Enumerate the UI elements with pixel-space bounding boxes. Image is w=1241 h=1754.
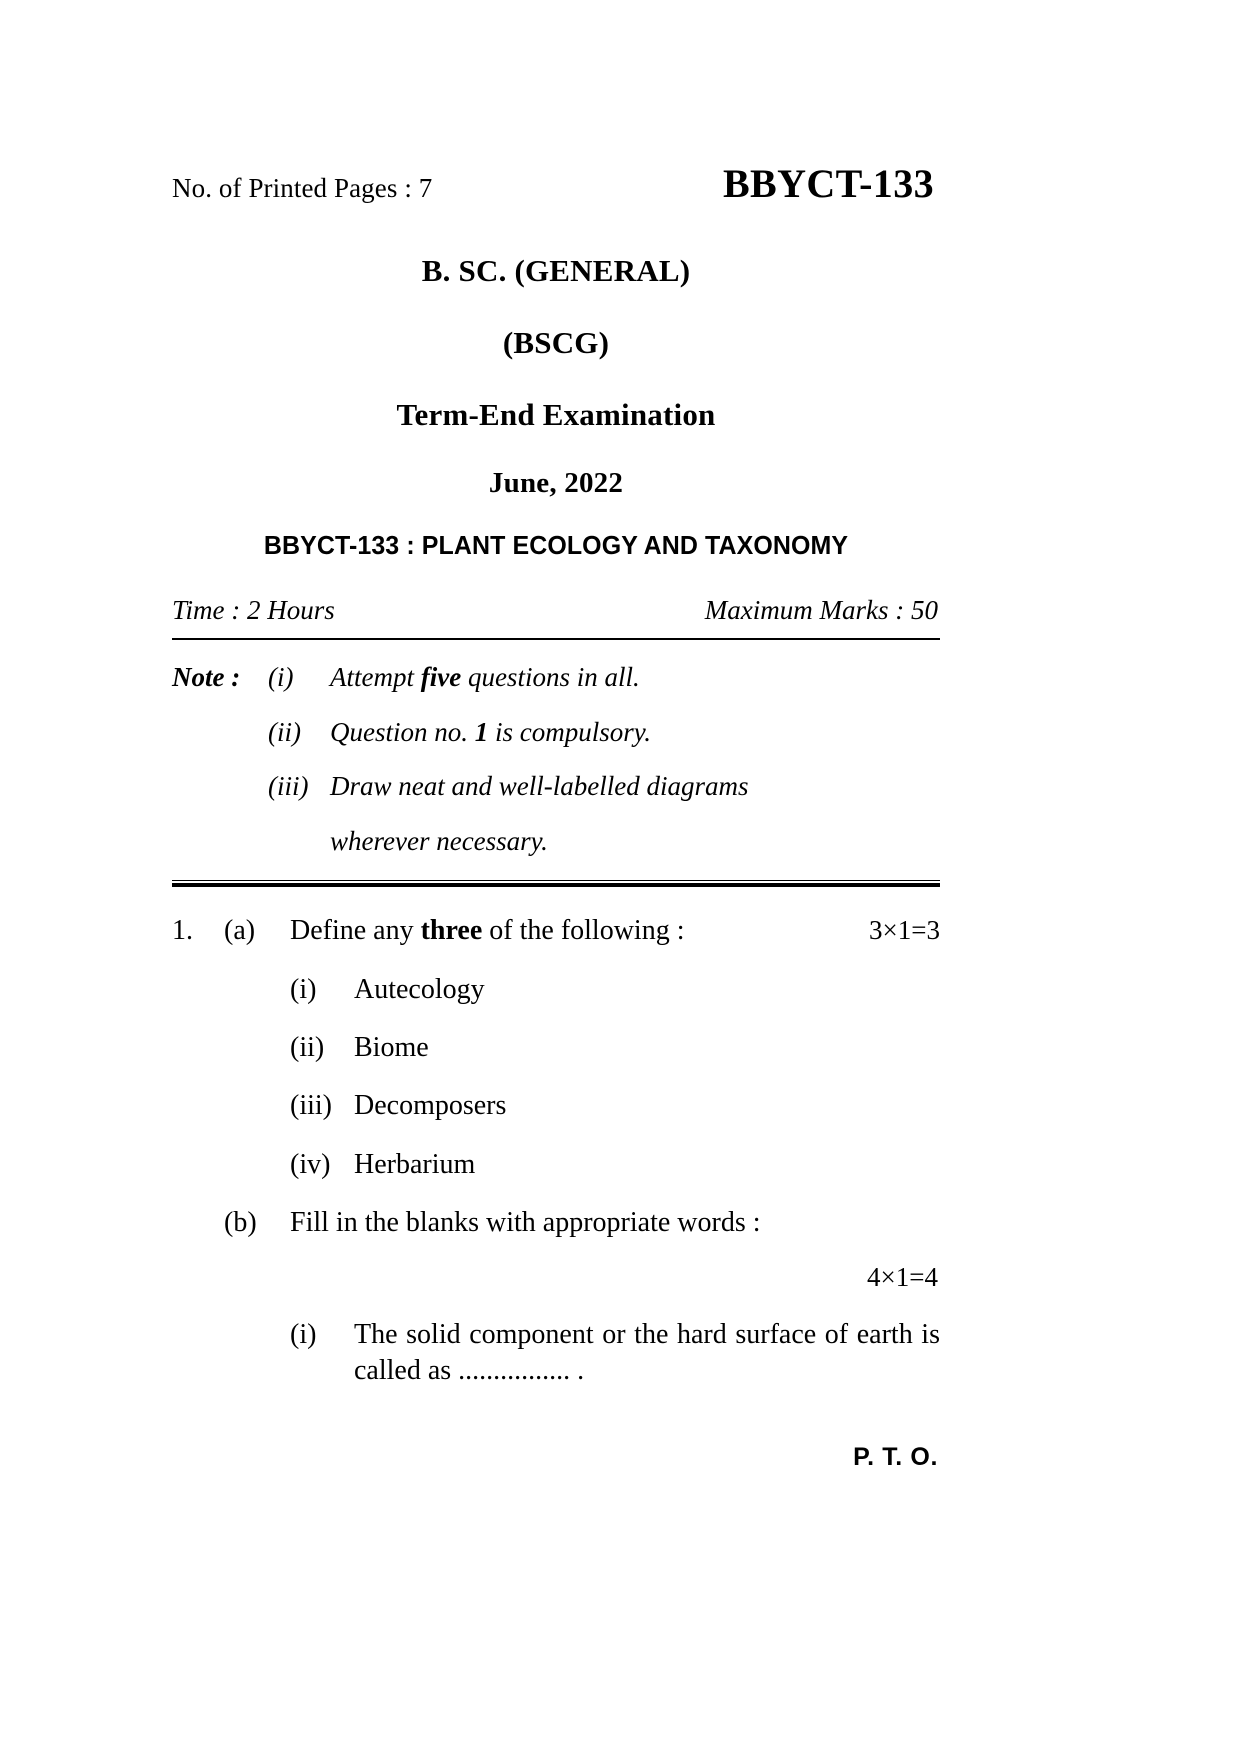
note-text-before: Attempt bbox=[330, 662, 421, 692]
questions-block bbox=[172, 913, 940, 1389]
sub-item-marker: (iii) bbox=[290, 1090, 332, 1122]
sub-item-text: Herbarium bbox=[354, 1148, 476, 1180]
note-emphasis: 1 bbox=[474, 716, 489, 747]
program-code-title: (BSCG) bbox=[502, 325, 610, 360]
note-emphasis: five bbox=[420, 662, 462, 692]
sub-item bbox=[290, 972, 940, 1008]
question-text bbox=[290, 913, 849, 949]
note-item bbox=[172, 769, 940, 804]
note-item bbox=[172, 715, 940, 750]
page-turn-over-label: P. T. O. bbox=[853, 1443, 938, 1471]
sub-item bbox=[290, 1147, 940, 1183]
page-content bbox=[172, 160, 940, 1471]
question-row bbox=[172, 1205, 940, 1241]
time-allowed: Time : 2 Hours bbox=[172, 595, 335, 625]
note-text-before: Question no. bbox=[330, 716, 475, 747]
note-marker: (iii) bbox=[268, 771, 309, 802]
printed-pages-label: No. of Printed Pages : 7 bbox=[172, 173, 433, 203]
session-title: June, 2022 bbox=[488, 467, 624, 499]
examination-title: Term-End Examination bbox=[396, 397, 716, 432]
question-part-label: (b) bbox=[224, 1207, 257, 1239]
question-emphasis: three bbox=[420, 915, 483, 947]
degree-title: B. SC. (GENERAL) bbox=[421, 253, 691, 288]
note-block bbox=[172, 660, 940, 858]
sub-item-marker: (i) bbox=[290, 973, 317, 1005]
note-text bbox=[330, 715, 940, 750]
note-text: Draw neat and well-labelled diagrams bbox=[330, 771, 749, 802]
sub-item-text: Autecology bbox=[354, 973, 485, 1005]
divider-rule-thick bbox=[172, 883, 940, 887]
exam-meta-row bbox=[172, 595, 940, 626]
question-number: 1. bbox=[172, 915, 193, 947]
note-text-after: questions in all. bbox=[461, 662, 640, 692]
note-marker: (i) bbox=[268, 662, 294, 692]
question-part-label: (a) bbox=[224, 915, 256, 947]
sub-item-marker: (iv) bbox=[290, 1148, 331, 1180]
title-block bbox=[172, 253, 940, 561]
sub-item bbox=[290, 1317, 940, 1390]
sub-item-text: The solid component or the hard surface of earth is called as ................ . bbox=[354, 1318, 940, 1387]
course-code-heading: BBYCT-133 bbox=[722, 161, 934, 206]
note-text-continuation: wherever necessary. bbox=[330, 825, 548, 856]
sub-item-marker: (ii) bbox=[290, 1031, 325, 1063]
maximum-marks: Maximum Marks : 50 bbox=[704, 595, 938, 625]
note-item bbox=[172, 660, 940, 695]
sub-item-text: Decomposers bbox=[354, 1090, 507, 1122]
question-row bbox=[172, 913, 940, 949]
sub-item bbox=[290, 1088, 940, 1124]
page-header bbox=[172, 160, 940, 207]
note-text bbox=[330, 660, 940, 695]
divider-rule-top bbox=[172, 638, 940, 640]
note-label: Note : bbox=[172, 662, 241, 692]
divider-rule-double bbox=[172, 880, 940, 887]
question-marks: 3×1=3 bbox=[869, 915, 940, 946]
question-text-after: of the following : bbox=[482, 915, 685, 947]
divider-rule-thin bbox=[172, 880, 940, 881]
question-text-before: Define any bbox=[290, 915, 421, 947]
question-marks: 4×1=4 bbox=[867, 1261, 938, 1292]
question-text: Fill in the blanks with appropriate words : bbox=[290, 1207, 761, 1239]
sub-item-marker: (i) bbox=[290, 1318, 317, 1350]
subject-title: BBYCT-133 : PLANT ECOLOGY AND TAXONOMY bbox=[263, 530, 849, 560]
note-marker: (ii) bbox=[268, 716, 301, 747]
note-text-after: is compulsory. bbox=[488, 716, 652, 747]
sub-item bbox=[290, 1030, 940, 1066]
sub-item-text: Biome bbox=[354, 1031, 429, 1063]
